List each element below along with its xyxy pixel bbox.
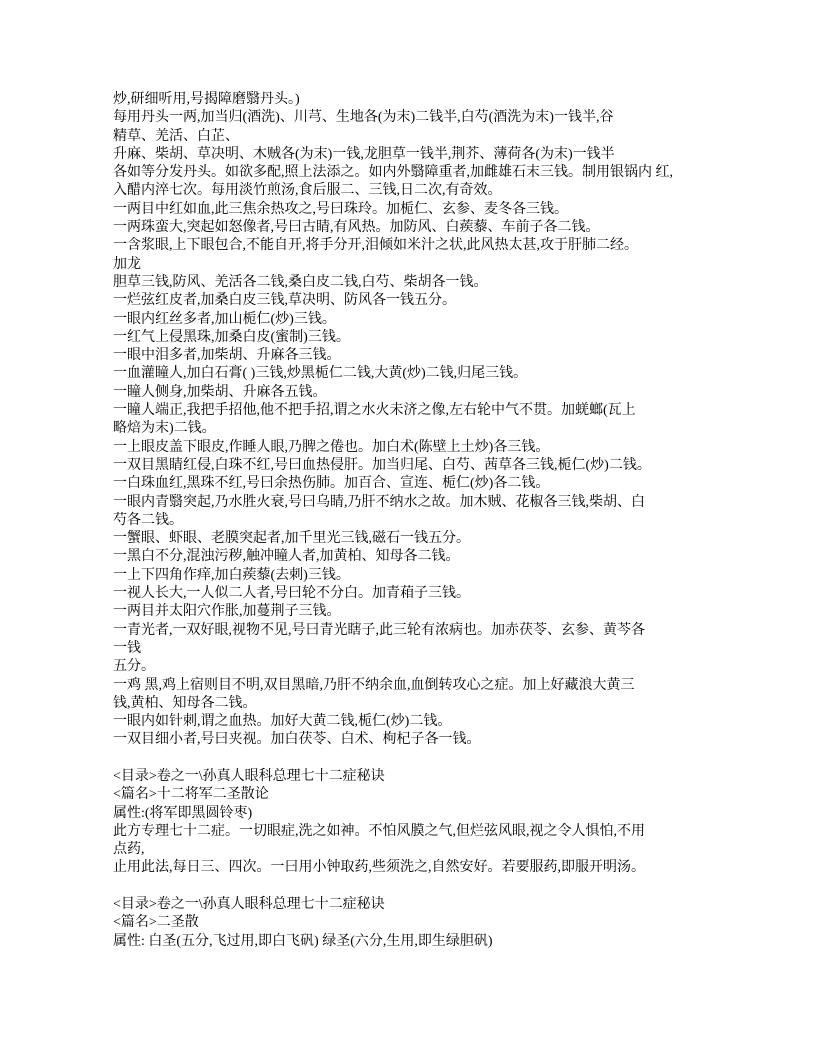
text-line: 略焙为末)二钱。 bbox=[113, 421, 216, 437]
text-line: 一两目中红如血,此三焦余热攻之,号曰珠玲。加栀仁、玄参、麦冬各三钱。 bbox=[113, 201, 568, 217]
text-line: 一眼中泪多者,加柴胡、升麻各三钱。 bbox=[113, 348, 341, 364]
text-line: 五分。 bbox=[113, 659, 155, 675]
text-line: <目录>卷之一\孙真人眼科总理七十二症秘诀 bbox=[113, 897, 385, 913]
text-line: <篇名>十二将军二圣散论 bbox=[113, 787, 269, 803]
text-line: 止用此法,每日三、四次。一曰用小钟取药,些须洗之,自然安好。若要服药,即服开明汤。 bbox=[113, 860, 645, 876]
text-line: 一含浆眼,上下眼包合,不能自开,将手分开,泪倾如米汁之状,此风热太甚,攻于肝肺二经。 bbox=[113, 238, 638, 254]
text-line: 一血灌瞳人,加白石膏( )三钱,炒黑栀仁二钱,大黄(炒)二钱,归尾三钱。 bbox=[113, 366, 528, 382]
text-line: 升麻、柴胡、草决明、木贼各(为末)一钱,龙胆草一钱半,荆芥、薄荷各(为末)一钱半 bbox=[113, 146, 615, 162]
section-ersheng-powder bbox=[113, 896, 758, 951]
text-line: 一青光者,一双好眼,视物不见,号曰青光瞎子,此三轮有浓病也。加赤茯苓、玄参、黄芩各 bbox=[113, 622, 645, 638]
text-line: 钱,黄柏、知母各二钱。 bbox=[113, 695, 257, 711]
text-column bbox=[113, 91, 758, 951]
text-line: 精草、羌活、白芷、 bbox=[113, 128, 239, 144]
text-line: 属性:(将军即黑圆铃枣) bbox=[113, 805, 253, 821]
text-line: 点药, bbox=[113, 842, 145, 858]
text-line: 一双目黑睛红侵,白珠不红,号曰血热侵肝。加当归尾、白芍、茜草各三钱,栀仁(炒)二钱。 bbox=[113, 457, 651, 473]
section-twelve-generals-ersheng-powder-treatise bbox=[113, 768, 758, 878]
text-line: <篇名>二圣散 bbox=[113, 915, 199, 931]
text-line: 加龙 bbox=[113, 256, 141, 272]
text-line: 一烂弦红皮者,加桑白皮三钱,草决明、防风各一钱五分。 bbox=[113, 293, 456, 309]
text-line: 一视人长大,一人似二人者,号曰轮不分白。加青葙子三钱。 bbox=[113, 586, 470, 602]
text-line: 各如等分发丹头。如欲多配,照上法添之。如内外翳障重者,加雌雄石末三钱。制用银锅内 红, bbox=[113, 165, 673, 181]
text-line: 每用丹头一两,加当归(酒洗)、川芎、生地各(为末)二钱半,白芍(酒洗为末)一钱半,谷 bbox=[113, 110, 614, 126]
text-line: 一白珠血红,黑珠不红,号曰余热伤肺。加百合、宣连、栀仁(炒)各二钱。 bbox=[113, 476, 550, 492]
text-line: <目录>卷之一\孙真人眼科总理七十二症秘诀 bbox=[113, 768, 385, 784]
text-line: 一两目并太阳穴作胀,加蔓荆子三钱。 bbox=[113, 604, 341, 620]
text-line: 炒,研细听用,号揭障磨翳丹头。) bbox=[113, 92, 300, 107]
text-line: 此方专理七十二症。一切眼症,洗之如神。不怕风膜之气,但烂弦风眼,视之令人惧怕,不用 bbox=[113, 823, 645, 839]
text-line: 一鸡 黑,鸡上宿则目不明,双目黑暗,乃肝不纳余血,血倒转攻心之症。加上好藏浪大黄三 bbox=[113, 677, 635, 693]
text-line: 一双目细小者,号曰夹视。加白茯苓、白术、枸杞子各一钱。 bbox=[113, 732, 481, 748]
text-line: 一黑白不分,混浊污秽,触冲瞳人者,加黄柏、知母各二钱。 bbox=[113, 549, 460, 565]
section-seventy-two-symptom-additions bbox=[113, 91, 758, 750]
text-line: 一上下四角作痒,加白蒺藜(去刺)三钱。 bbox=[113, 567, 350, 583]
text-line: 一两珠蛮大,突起如怒像者,号曰古睛,有风热。加防风、白蒺藜、车前子各二钱。 bbox=[113, 220, 600, 236]
text-line: 芍各二钱。 bbox=[113, 512, 183, 528]
text-line: 一瞳人端正,我把手招他,他不把手招,谓之水火未济之像,左右轮中气不贯。加蜣螂(瓦上 bbox=[113, 403, 636, 419]
text-line: 一瞳人侧身,加柴胡、升麻各五钱。 bbox=[113, 384, 327, 400]
text-line: 属性: 白圣(五分,飞过用,即白飞矾) 绿圣(六分,生用,即生绿胆矾) bbox=[113, 933, 493, 949]
text-line: 一眼内红丝多者,加山栀仁(炒)三钱。 bbox=[113, 311, 336, 327]
text-line: 入醋内淬七次。每用淡竹煎汤,食后服二、三钱,日二次,有奇效。 bbox=[113, 183, 502, 199]
text-line: 一红气上侵黑珠,加桑白皮(蜜制)三钱。 bbox=[113, 329, 350, 345]
text-line: 一眼内如针刺,谓之血热。加好大黄二钱,栀仁(炒)二钱。 bbox=[113, 714, 452, 730]
text-line: 一上眼皮盖下眼皮,作睡人眼,乃脾之倦也。加白术(陈壁上土炒)各三钱。 bbox=[113, 439, 550, 455]
text-line: 胆草三钱,防风、羌活各二钱,桑白皮二钱,白芍、柴胡各一钱。 bbox=[113, 274, 488, 290]
text-line: 一蟹眼、虾眼、老膜突起者,加千里光三钱,磁石一钱五分。 bbox=[113, 531, 470, 547]
text-line: 一钱 bbox=[113, 640, 141, 656]
text-line: 一眼内青翳突起,乃水胜火衰,号曰乌睛,乃肝不纳水之故。加木贼、花椒各三钱,柴胡、白 bbox=[113, 494, 645, 510]
